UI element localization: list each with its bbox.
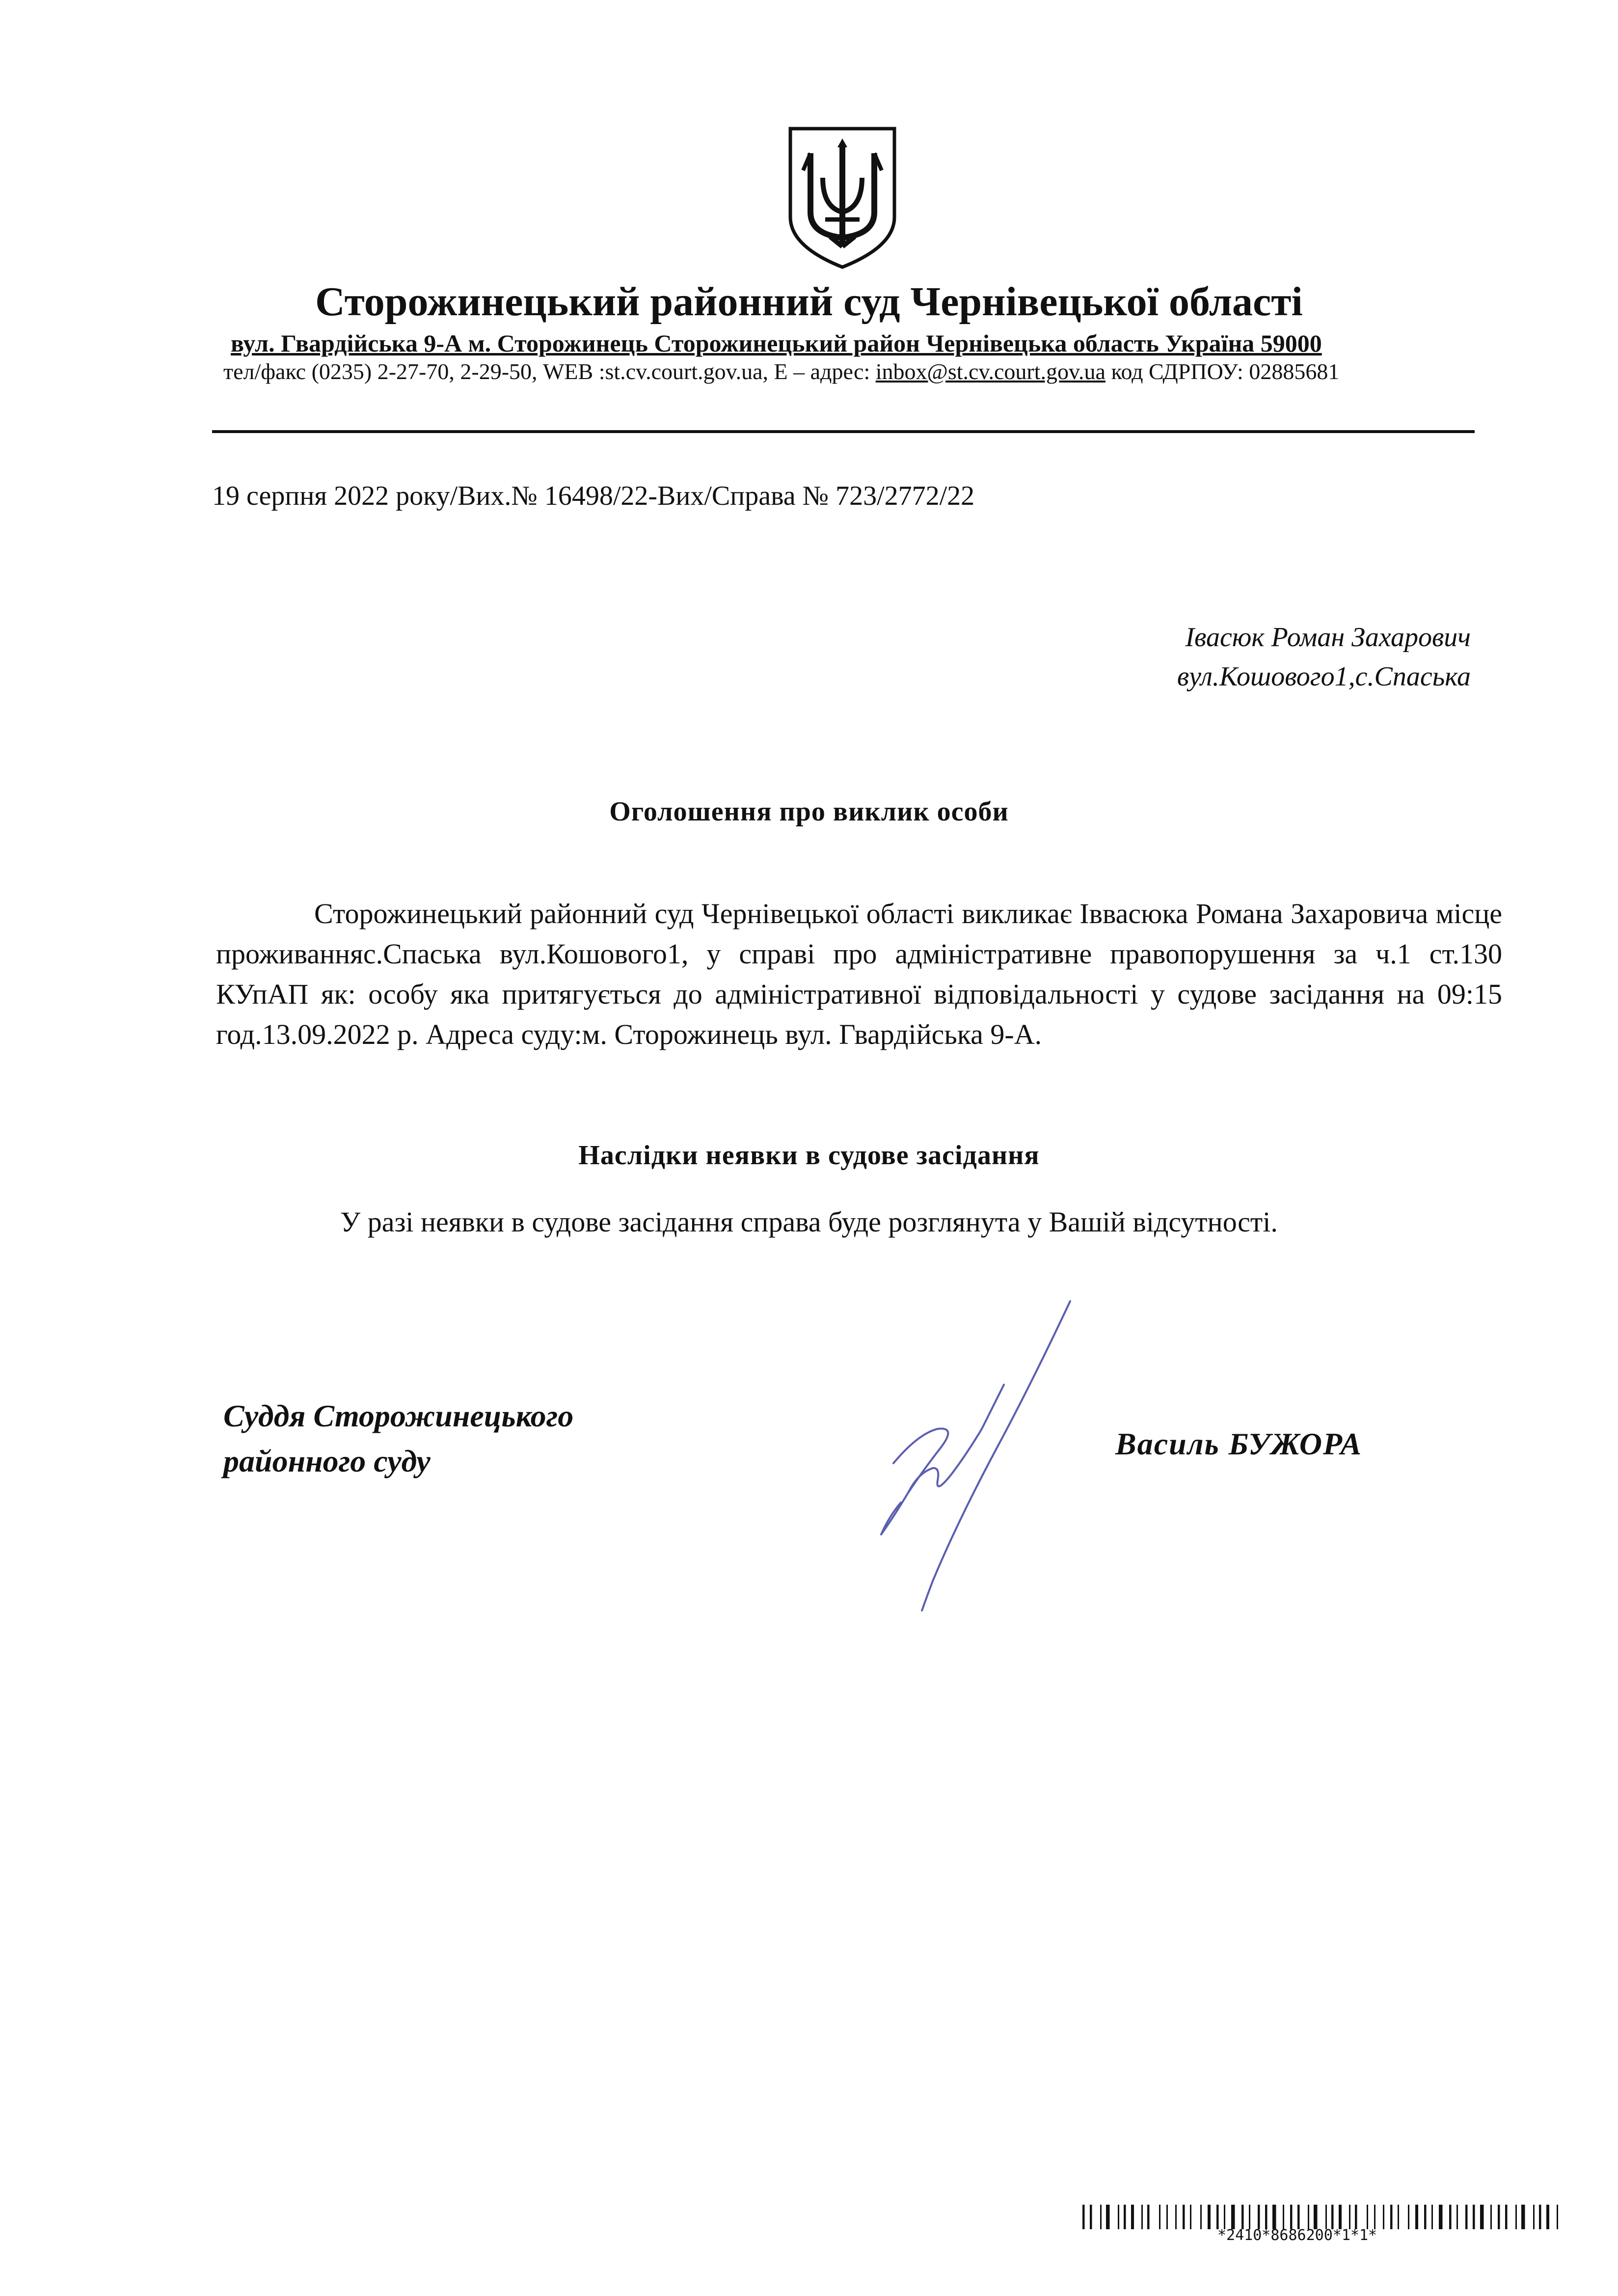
barcode-icon: [1082, 2205, 1561, 2229]
barcode-bar: [1465, 2205, 1468, 2229]
addressee-block: [1177, 618, 1471, 696]
barcode-bar: [1308, 2205, 1309, 2229]
barcode-bar: [1456, 2205, 1458, 2229]
consequences-text: У разі неявки в судове засідання справа буде розглянута у Вашій відсутності.: [340, 1206, 1278, 1238]
barcode-bar: [1159, 2205, 1160, 2229]
barcode-bar: [1118, 2205, 1119, 2229]
barcode-bar: [1408, 2205, 1409, 2229]
outgoing-reference: 19 серпня 2022 року/Вих.№ 16498/22-Вих/Справа № 723/2772/22: [212, 481, 975, 511]
barcode-bar: [1090, 2205, 1092, 2229]
barcode-bar: [1272, 2205, 1276, 2229]
barcode-bar: [1533, 2205, 1535, 2229]
barcode-text: *2410*8686200*1*1*: [1217, 2227, 1377, 2244]
barcode-bar: [1208, 2205, 1211, 2229]
barcode-bar: [1521, 2205, 1525, 2229]
barcode-bar: [1200, 2205, 1202, 2229]
barcode-bar: [1325, 2205, 1327, 2229]
contacts-prefix: тел/факс (0235) 2-27-70, 2-29-50, WEB :st.cv.court.gov.ua, E – адрес:: [223, 359, 876, 384]
barcode-bar: [1439, 2205, 1443, 2229]
barcode-bar: [1449, 2205, 1452, 2229]
barcode-bar: [1546, 2205, 1549, 2229]
barcode-bar: [1424, 2205, 1427, 2229]
barcode-bar: [1216, 2205, 1219, 2229]
barcode-bar: [1339, 2205, 1342, 2229]
barcode-bar: [1283, 2205, 1284, 2229]
barcode-bar: [1515, 2205, 1517, 2229]
barcode-bar: [1498, 2205, 1500, 2229]
barcode-bar: [1490, 2205, 1492, 2229]
barcode-bar: [1390, 2205, 1393, 2229]
barcode-bar: [1367, 2205, 1368, 2229]
barcode-bar: [1355, 2205, 1357, 2229]
barcode-bar: [1141, 2205, 1143, 2229]
barcode-bar: [1190, 2205, 1191, 2229]
barcode-bar: [1297, 2205, 1300, 2229]
header-divider: [212, 430, 1475, 433]
barcode-bar: [1415, 2205, 1418, 2229]
barcode-bar: [1166, 2205, 1168, 2229]
barcode-bar: [1147, 2205, 1150, 2229]
barcode-bar: [1100, 2205, 1102, 2229]
notice-body: Сторожинецький районний суд Чернівецької області викликає Іввасюка Романа Захаровича місце проживанняс.Спаська вул.Кошового1, у справі про адміністративне правопорушення за ч.1 ст.130 КУпАП як: особу яка притягується до адміністративної відповідальності у судове засідання на 09:15 год.13.09.2022 р. Адреса суду:м. Сторожинець вул. Гвардійська 9-А.: [216, 898, 1502, 1050]
barcode-bar: [1290, 2205, 1293, 2229]
barcode-bar: [1082, 2205, 1085, 2229]
barcode-bar: [1258, 2205, 1260, 2229]
barcode-bar: [1349, 2205, 1350, 2229]
handwritten-signature-icon: [835, 1286, 1090, 1620]
court-address: вул. Гвардійська 9-А м. Сторожинець Сторожинецький район Чернівецька область Україна 59000: [231, 329, 1322, 357]
judge-title-line2: районного суду: [223, 1444, 431, 1478]
barcode-bar: [1480, 2205, 1484, 2229]
court-contacts: [223, 357, 1339, 386]
barcode-bar: [1124, 2205, 1126, 2229]
contacts-suffix: код СДРПОУ: 02885681: [1105, 359, 1340, 384]
barcode-bar: [1398, 2205, 1399, 2229]
barcode-bar: [1265, 2205, 1267, 2229]
barcode-bar: [1175, 2205, 1177, 2229]
barcode-bar: [1374, 2205, 1375, 2229]
barcode-bar: [1183, 2205, 1185, 2229]
barcode-bar: [1249, 2205, 1250, 2229]
court-name: Сторожинецький районний суд Чернівецької області: [315, 279, 1303, 325]
barcode-bar: [1241, 2205, 1244, 2229]
barcode-bar: [1383, 2205, 1384, 2229]
trident-coat-of-arms-icon: [783, 124, 901, 271]
notice-heading: Оголошення про виклик особи: [609, 796, 1009, 827]
judge-title-line1: Суддя Сторожинецького: [223, 1398, 574, 1433]
barcode-bar: [1331, 2205, 1334, 2229]
barcode-bar: [1539, 2205, 1541, 2229]
barcode-bar: [1224, 2205, 1225, 2229]
judge-title: [223, 1394, 573, 1484]
barcode-bar: [1473, 2205, 1475, 2229]
barcode-bar: [1231, 2205, 1235, 2229]
barcode-bar: [1131, 2205, 1134, 2229]
barcode-bar: [1106, 2205, 1110, 2229]
barcode-bar: [1557, 2205, 1558, 2229]
addressee-address: вул.Кошового1,с.Спаська: [1177, 661, 1471, 692]
consequences-heading: Наслідки неявки в судове засідання: [578, 1140, 1040, 1171]
barcode-bar: [1431, 2205, 1433, 2229]
barcode-bar: [1314, 2205, 1318, 2229]
barcode-bar: [1505, 2205, 1508, 2229]
addressee-name: Івасюк Роман Захарович: [1185, 622, 1471, 653]
court-email-link[interactable]: inbox@st.cv.court.gov.ua: [875, 359, 1106, 384]
judge-name: Василь БУЖОРА: [1115, 1426, 1363, 1461]
